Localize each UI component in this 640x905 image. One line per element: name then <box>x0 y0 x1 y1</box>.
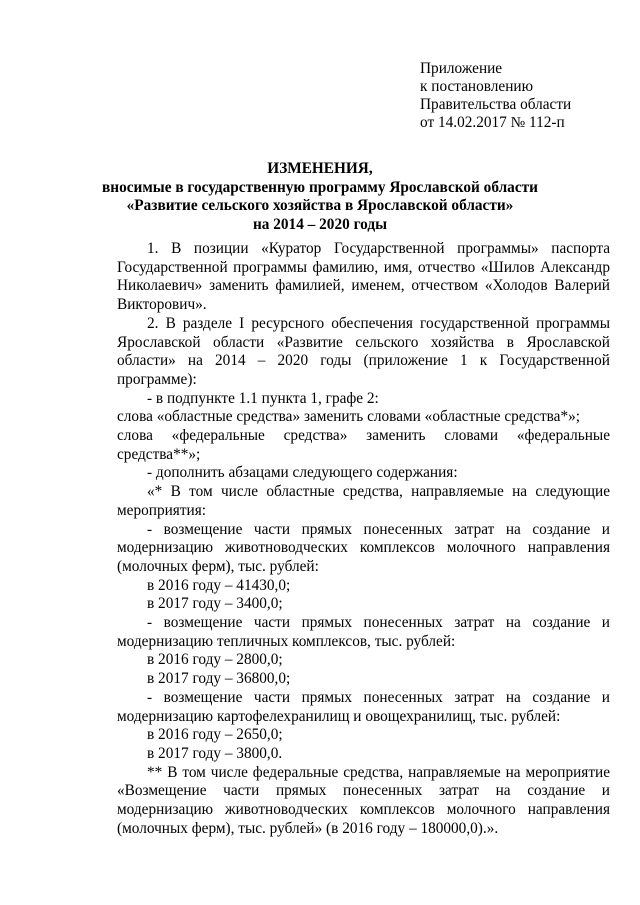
paragraph-3: - в подпункте 1.1 пункта 1, графе 2: <box>147 389 379 407</box>
paragraph-7: «* В том числе областные средства, направляемые на следующие мероприятия: <box>117 483 610 519</box>
heading-line-2: вносимые в государственную программу Ярославской области <box>102 178 538 196</box>
appendix-line-2: к постановлению <box>420 78 534 95</box>
paragraph-8: - возмещение части прямых понесенных затрат на создание и модернизацию животноводческих комплексов молочного направления (молочных ферм), тыс. рублей: <box>117 520 610 575</box>
paragraph-13: в 2017 году – 36800,0; <box>147 670 291 688</box>
document-body <box>117 240 610 839</box>
heading-title: ИЗМЕНЕНИЯ, <box>267 160 373 177</box>
paragraph-5: слова «федеральные средства» заменить словами «федеральные средства**»; <box>117 427 610 463</box>
paragraph-11: - возмещение части прямых понесенных затрат на создание и модернизацию тепличных комплексов, тыс. рублей: <box>117 614 610 650</box>
paragraph-17: ** В том числе федеральные средства, направляемые на мероприятие «Возмещение части прямых понесенных затрат на создание и модернизацию животноводческих комплексов молочного направления (молочных ферм), тыс. рублей» (в 2016 году – 180000,0).». <box>117 763 610 837</box>
heading-line-3: «Развитие сельского хозяйства в Ярославской области» <box>126 197 514 215</box>
heading-line-4: на 2014 – 2020 годы <box>252 215 388 233</box>
appendix-block <box>420 60 630 132</box>
appendix-line-3: Правительства области <box>420 96 572 113</box>
paragraph-12: в 2016 году – 2800,0; <box>147 651 283 669</box>
paragraph-6: - дополнить абзацами следующего содержания: <box>147 464 458 482</box>
appendix-line-4: от 14.02.2017 № 112-п <box>420 114 565 131</box>
paragraph-10: в 2017 году – 3400,0; <box>147 595 283 613</box>
paragraph-9: в 2016 году – 41430,0; <box>147 576 291 594</box>
paragraph-2: 2. В разделе I ресурсного обеспечения государственной программы Ярославской области «Развитие сельского хозяйства в Ярославской области» на 2014 – 2020 годы (приложение 1 к Государственной программе): <box>117 314 610 388</box>
paragraph-15: в 2016 году – 2650,0; <box>147 726 283 744</box>
paragraph-14: - возмещение части прямых понесенных затрат на создание и модернизацию картофелехранилищ и овощехранилищ, тыс. рублей: <box>117 688 610 725</box>
paragraph-16: в 2017 году – 3800,0. <box>147 744 283 762</box>
paragraph-1: 1. В позиции «Куратор Государственной программы» паспорта Государственной программы фамилию, имя, отчество «Шилов Александр Николаевич» заменить фамилией, именем, отчеством «Холодов Валерий Викторович». <box>117 240 610 314</box>
paragraph-4: слова «областные средства» заменить словами «областные средства*»; <box>117 408 580 426</box>
appendix-line-1: Приложение <box>420 60 503 77</box>
document-heading <box>95 160 545 234</box>
